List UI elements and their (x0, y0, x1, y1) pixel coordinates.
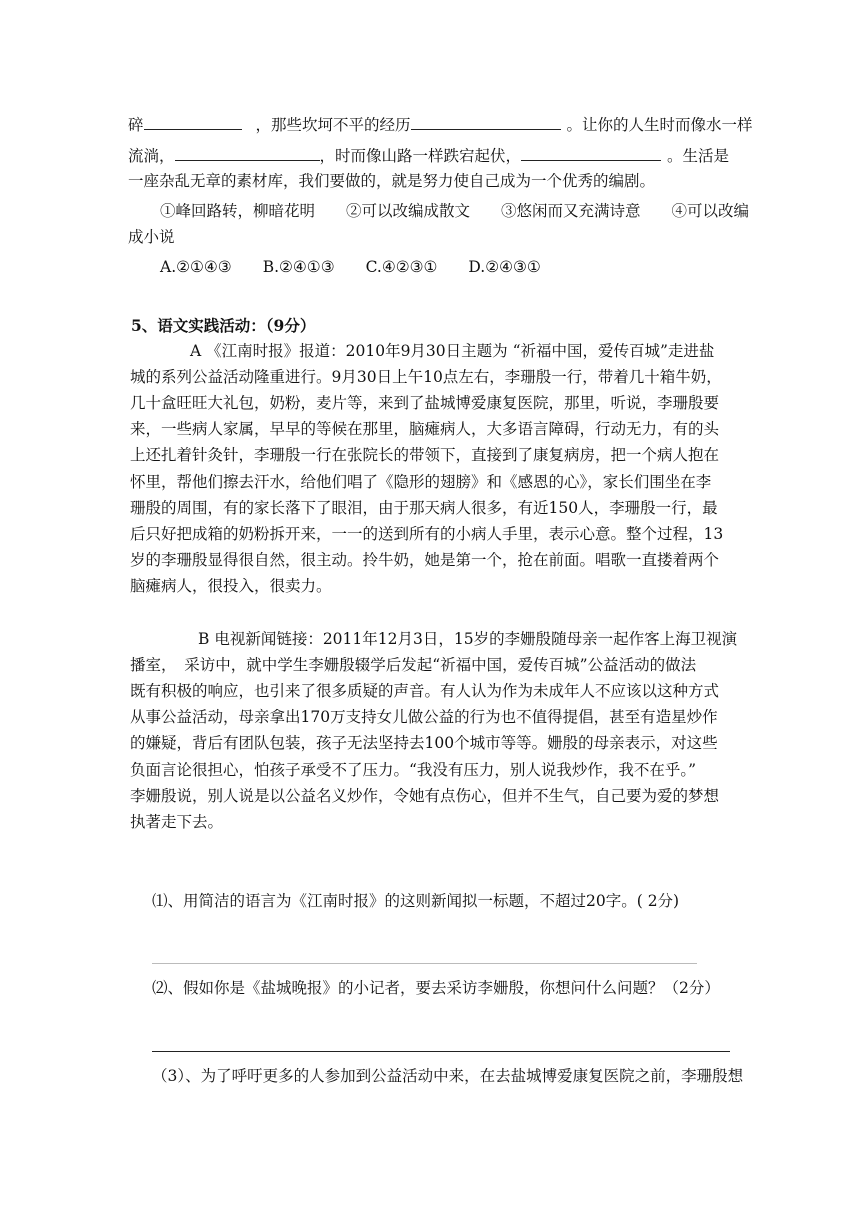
passage-line-2 (128, 145, 729, 166)
paragraph-line: 从事公益活动，母亲拿出170万支持女儿做公益的行为也不值得提倡，甚至有造星炒作 (130, 708, 718, 727)
paragraph-line: 几十盒旺旺大礼包，奶粉，麦片等，来到了盐城博爱康复医院，那里，听说，李珊殷要 (130, 394, 720, 413)
text-fragment: 流淌， (128, 147, 175, 165)
answer-choices: A.②①④③ B.②④①③ C.④②③① D.②④③① (160, 258, 541, 276)
answer-blank[interactable] (521, 145, 661, 161)
passage-line-3: 一座杂乱无章的素材库，我们要做的，就是努力使自己成为一个优秀的编剧。 (128, 172, 656, 190)
passage-line-1 (128, 114, 753, 135)
sub-question-3: （3）、为了呼吁更多的人参加到公益活动中来，在去盐城博爱康复医院之前，李珊殷想 (152, 1067, 744, 1085)
paragraph-line: 珊殷的周围，有的家长落下了眼泪，由于那天病人很多，有近150人，李珊殷一行，最 (130, 498, 718, 517)
paragraph-line: A 《江南时报》报道：2010年9月30日主题为 “祈福中国，爱传百城”走进盐 (190, 342, 715, 360)
paragraph-line: 执著走下去。 (130, 812, 224, 831)
paragraph-line: 的嫌疑，背后有团队包装，孩子无法坚持去100个城市等等。姗殷的母亲表示，对这些 (130, 734, 718, 753)
text-fragment: ，那些坎坷不平的经历 (255, 116, 411, 134)
question-5-heading: 5、语文实践活动：（9分） (131, 316, 316, 335)
answer-blank[interactable] (144, 114, 242, 130)
paragraph-line: 岁的李珊殷显得很自然，很主动。拎牛奶，她是第一个，抢在前面。唱歌一直搂着两个 (130, 550, 720, 569)
paragraph-line: 后只好把成箱的奶粉拆开来，一一的送到所有的小病人手里，表示心意。整个过程，13 (130, 524, 724, 543)
paragraph-line: 怀里，帮他们擦去汗水，给他们唱了《隐形的翅膀》和《感恩的心》，家长们围坐在李 (130, 472, 712, 491)
answer-line-2[interactable] (152, 1051, 730, 1052)
text-fragment: 。生活是 (667, 147, 730, 165)
paragraph-line: 脑瘫病人，很投入，很卖力。 (130, 576, 332, 595)
answer-line-1[interactable] (152, 963, 697, 964)
options-line-2: 成小说 (128, 228, 175, 246)
paragraph-line: 来，一些病人家属，早早的等候在那里，脑瘫病人，大多语言障碍，行动无力，有的头 (130, 420, 720, 439)
answer-blank[interactable] (175, 145, 320, 161)
text-fragment: ，时而像山路一样跌宕起伏， (319, 147, 522, 165)
paragraph-line: B 电视新闻链接：2011年12月3日，15岁的李姗殷随母亲一起作客上海卫视演 (198, 630, 738, 648)
paragraph-line: 既有积极的响应，也引来了很多质疑的声音。有人认为作为未成年人不应该以这种方式 (130, 682, 720, 701)
paragraph-line: 负面言论很担心，怕孩子承受不了压力。“我没有压力，别人说我炒作，我不在乎。” (130, 760, 697, 779)
paragraph-line: 城的系列公益活动隆重进行。9月30日上午10点左右，李珊殷一行，带着几十箱牛奶， (130, 368, 722, 387)
options-line-1: ①峰回路转，柳暗花明 ②可以改编成散文 ③悠闲而又充满诗意 ④可以改编 (160, 202, 750, 220)
sub-question-2: ⑵、假如你是《盐城晚报》的小记者，要去采访李姗殷，你想问什么问题？（2分） (152, 979, 720, 997)
paragraph-line: 上还扎着针灸针，李珊殷一行在张院长的带领下，直接到了康复病房，把一个病人抱在 (130, 446, 720, 465)
text-fragment: 碎 (128, 116, 144, 134)
sub-question-1: ⑴、用简洁的语言为《江南时报》的这则新闻拟一标题，不超过20字。( 2分) (152, 892, 680, 910)
paragraph-line: 播室， 采访中，就中学生李姗殷辍学后发起“祈福中国，爱传百城”公益活动的做法 (130, 656, 697, 675)
text-fragment: 。让你的人生时而像水一样 (566, 116, 753, 134)
paragraph-line: 李姗殷说，别人说是以公益名义炒作，令她有点伤心，但并不生气，自己要为爱的梦想 (130, 786, 720, 805)
answer-blank[interactable] (411, 114, 561, 130)
